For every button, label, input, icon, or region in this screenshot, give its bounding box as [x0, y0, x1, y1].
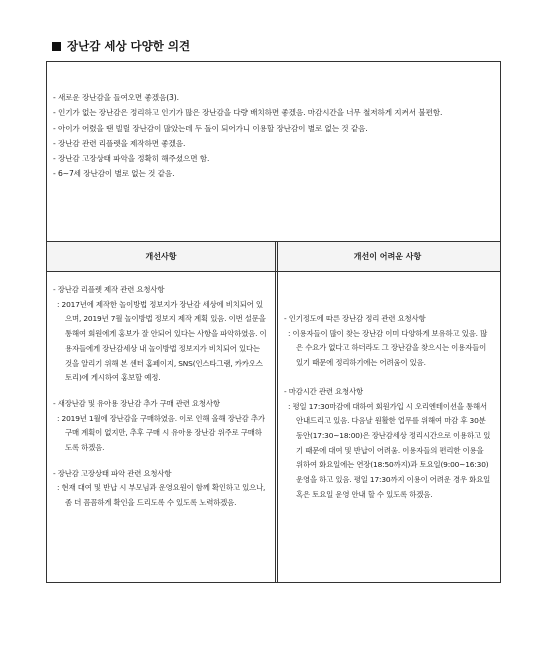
- improvement-item: [53, 467, 267, 511]
- item-heading: - 장난감 고장상태 파악 관련 요청사항: [53, 468, 172, 478]
- difficult-items-column: [278, 272, 500, 582]
- difficult-item: [284, 385, 492, 503]
- heading-text: 장난감 세상 다양한 의견: [67, 39, 191, 53]
- item-body: : 2017년에 제작한 놀이방법 정보지가 장난감 세상에 비치되어 있으며, 2019년 7월 놀이방법 정보지 제작 계획 있음. 이번 설문을 통해여 회원에게 홍보가 잘 안되어 있다는 사항을 파악하였음. 이용자들에게 장난감세상 내 놀이방법 정보지가 비치되어 있다는 것을 알리기 위해 본 센터 홈페이지, SNS(인스타그램, 카카오스토리)에 게시하여 홍보할 예정.: [57, 299, 267, 383]
- improvement-item: [53, 283, 267, 386]
- improvement-item: [53, 397, 267, 456]
- section-heading: [52, 38, 190, 54]
- opinions-box: [47, 62, 500, 242]
- opinion-item: - 새로운 장난감을 들여오면 좋겠음(3).: [53, 93, 179, 102]
- opinion-item: - 6~7세 장난감이 별로 없는 것 같음.: [53, 169, 175, 179]
- item-body: : 평일 17:30마감에 대하여 회원가입 시 오리엔테이션을 통해서 안내드리고 있음. 다음날 원활한 업무를 위해여 마감 후 30분 동안(17:30~18:00)은 장난감세상 정리시간으로 이용하고 있기 때문에 대여 및 반납이 어려움. 이용자들의 편리한 이용을 위하여 화요일에는 연장(18:50까지)과 토요일(9:00~16:30)운영을 하고 있음. 평일 17:30까지 이용이 어려운 경우 화요일 혹은 토요일 운영 안내 할 수 있도록 하겠음.: [288, 401, 491, 499]
- opinion-item: - 아이가 어렸을 땐 빌릴 장난감이 많았는데 두 돌이 되어가니 이용할 장난감이 별로 없는 것 같음.: [53, 123, 368, 133]
- improvements-column: [47, 272, 275, 582]
- difficult-item: [284, 312, 492, 371]
- item-body: : 이용자들이 많이 찾는 장난감 이미 다양하게 보유하고 있음. 많은 수요가 없다고 하더라도 그 장난감을 찾으시는 이용자들이 있기 때문에 정리하기에는 어려움이 있음.: [288, 328, 488, 368]
- opinion-item: - 장난감 고장상태 파악을 정확히 해주셨으면 함.: [53, 154, 210, 164]
- opinion-table: [46, 61, 501, 583]
- item-heading: - 새장난감 및 유아용 장난감 추가 구매 관련 요청사항: [53, 398, 220, 408]
- item-heading: - 인기정도에 따른 장난감 정리 관련 요청사항: [284, 314, 426, 323]
- item-heading: - 장난감 리플렛 제작 관련 요청사항: [53, 285, 165, 294]
- response-columns: [47, 242, 500, 582]
- opinion-item: - 인기가 없는 장난감은 정리하고 인기가 많은 장난감을 다량 배치하면 좋겠음. 마감시간을 너무 철저하게 지켜서 불편함.: [53, 108, 443, 118]
- item-body: : 2019년 1월에 장난감을 구매하였음. 이로 인해 올해 장난감 추가 구매 계획이 없지만, 추후 구매 시 유아용 장난감 위주로 구매하도록 하겠음.: [57, 413, 265, 453]
- square-bullet-icon: [52, 42, 61, 51]
- improvements-header: 개선사항: [47, 242, 275, 272]
- opinion-item: - 장난감 관련 리플렛을 제작하면 좋겠음.: [53, 138, 186, 148]
- item-heading: - 마감시간 관련 요청사항: [284, 386, 364, 396]
- item-body: : 현재 대여 및 반납 시 부모님과 운영요원이 함께 확인하고 있으나, 좀 더 꼼꼼하게 확인을 드리도록 수 있도록 노력하겠음.: [57, 483, 266, 508]
- difficult-items-header: 개선이 어려운 사항: [275, 242, 500, 272]
